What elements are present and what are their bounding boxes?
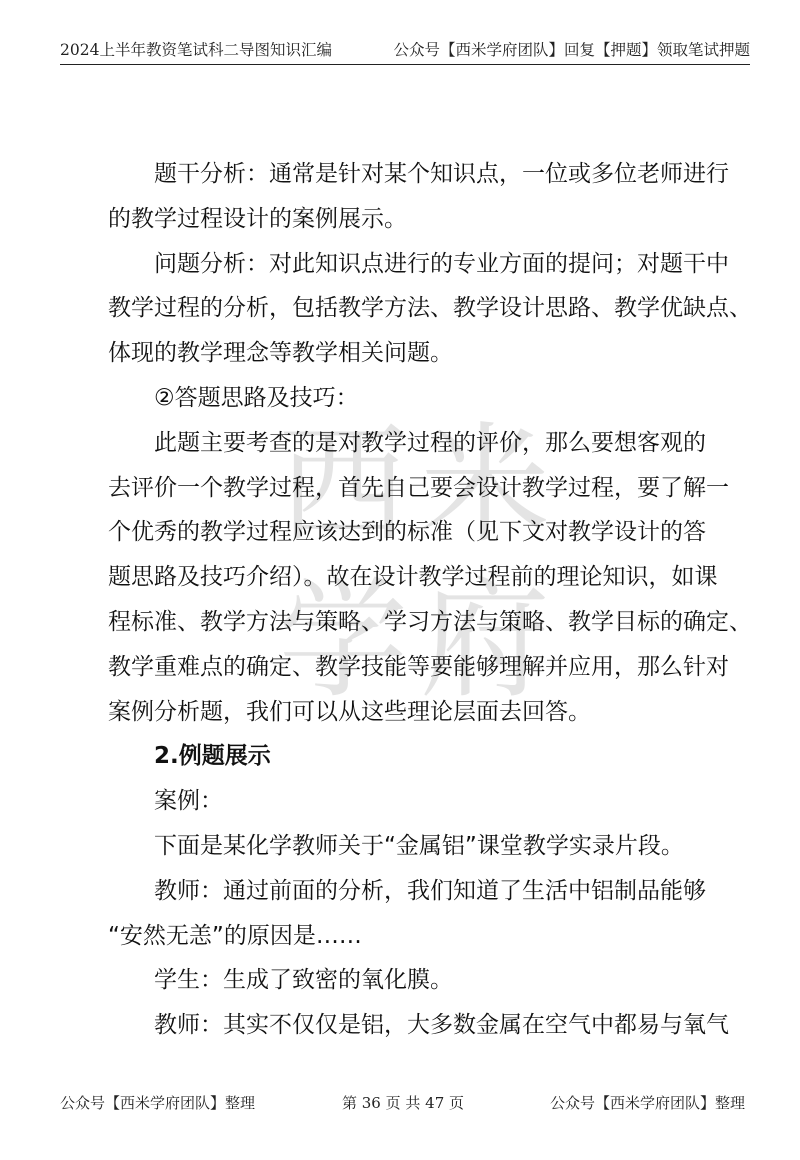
paragraph-line: 教学过程的分析，包括教学方法、教学设计思路、教学优缺点、: [108, 295, 752, 322]
paragraph-line: 个优秀的教学过程应该达到的标准（见下文对教学设计的答: [108, 519, 706, 546]
dialogue-line: “安然无恙”的原因是……: [108, 922, 362, 949]
header-document-title: 2024上半年教资笔试科二导图知识汇编: [60, 41, 332, 59]
watermark-char-1: 西: [278, 409, 409, 561]
paragraph-line: 下面是某化学教师关于“金属铝”课堂教学实录片段。: [154, 832, 684, 859]
paragraph-line: 程标准、教学方法与策略、学习方法与策略、教学目标的确定、: [108, 608, 752, 635]
paragraph-line: 题思路及技巧介绍）。故在设计教学过程前的理论知识，如课: [108, 564, 718, 591]
page-body: [108, 152, 752, 1048]
header-promo-text: 公众号【西米学府团队】回复【押题】领取笔试押题: [393, 41, 750, 59]
case-label: 案例：: [154, 788, 223, 815]
paragraph-line: 教学重难点的确定、教学技能等要能够理解并应用，那么针对: [108, 653, 729, 680]
paragraph-line: 此题主要考查的是对教学过程的评价，那么要想客观的: [154, 429, 706, 456]
watermark-char-4: 府: [420, 564, 551, 710]
page-footer: [60, 1092, 745, 1116]
section-subheading: ②答题思路及技巧：: [154, 384, 359, 411]
paragraph-line: 的教学过程设计的案例展示。: [108, 205, 407, 232]
paragraph-line: 问题分析：对此知识点进行的专业方面的提问；对题干中: [154, 250, 729, 277]
footer-left-credit: 公众号【西米学府团队】整理: [60, 1094, 256, 1112]
paragraph-line: 题干分析：通常是针对某个知识点，一位或多位老师进行: [154, 161, 729, 187]
dialogue-line: 教师：通过前面的分析，我们知道了生活中铝制品能够: [154, 877, 706, 904]
paragraph-line: 去评价一个教学过程，首先自己要会设计教学过程，要了解一: [108, 474, 729, 501]
paragraph-line: 案例分析题，我们可以从这些理论层面去回答。: [108, 698, 591, 725]
watermark-char-2: 米: [420, 409, 551, 561]
footer-page-number: 第 36 页 共 47 页: [342, 1094, 465, 1112]
dialogue-line: 学生：生成了致密的氧化膜。: [154, 967, 453, 994]
dialogue-line: 教师：其实不仅仅是铝，大多数金属在空气中都易与氧气: [154, 1012, 729, 1039]
section-heading: 2.例题展示: [154, 743, 271, 770]
watermark-char-3: 学: [278, 564, 409, 710]
footer-right-credit: 公众号【西米学府团队】整理: [549, 1094, 745, 1112]
paragraph-line: 体现的教学理念等教学相关问题。: [108, 340, 453, 367]
page-header: [60, 38, 750, 65]
